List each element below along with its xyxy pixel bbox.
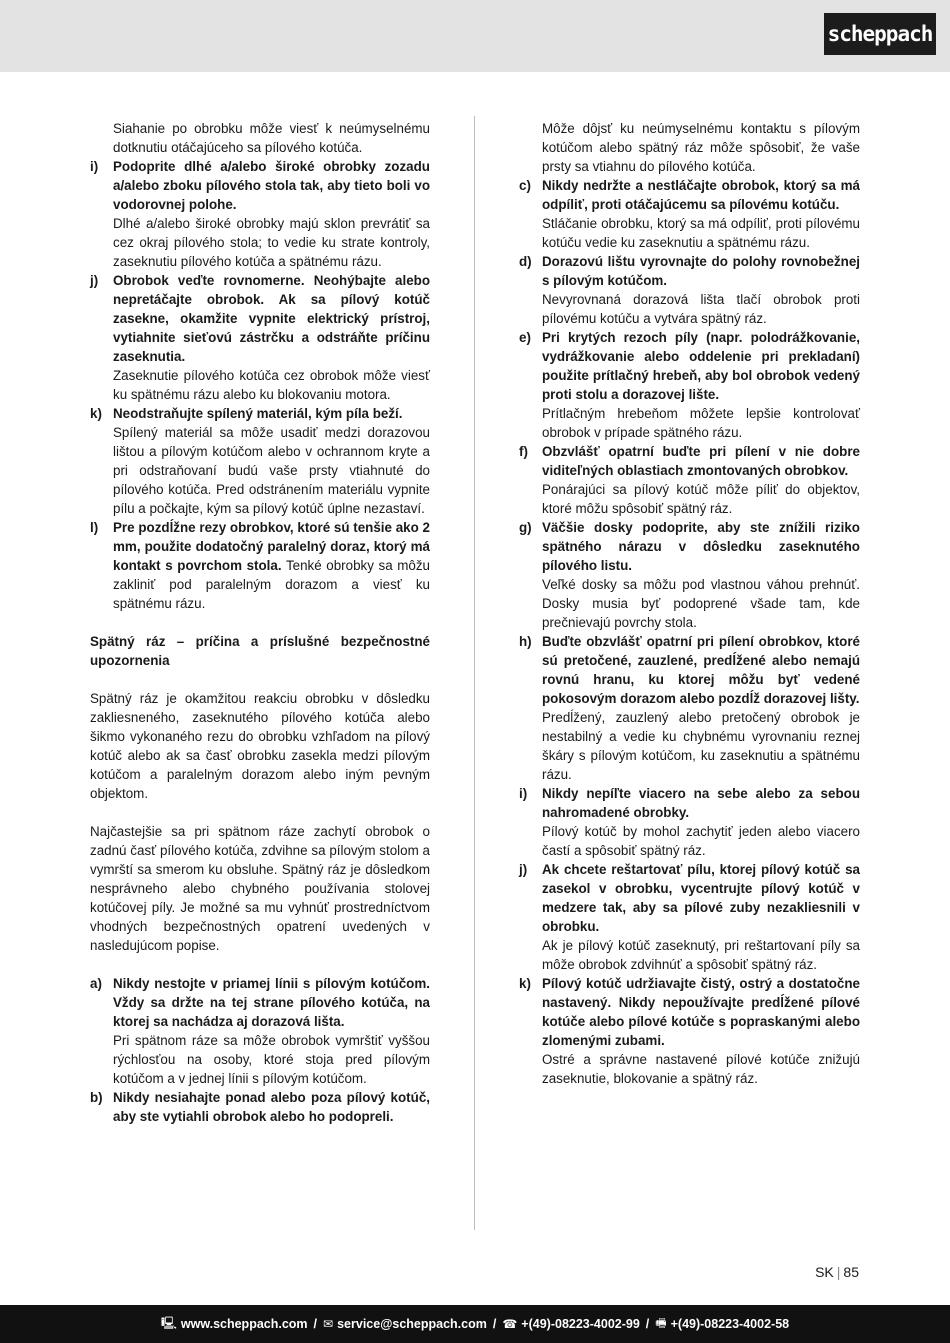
paragraph: Spätný ráz je okamžitou reakciu obrobku v dôsledku zakliesneného, zaseknutého pílového kotúča alebo šikmo vykonaného rezu do obrobku vzhľadom na pílový kotúč alebo ak sa časť obrobku zasekla medzi pílovým kotúčom a paralelným dorazom alebo iným pevným objektom. bbox=[90, 691, 430, 801]
item-heading: Obzvlášť opatrní buďte pri pílení v nie dobre viditeľných oblastiach zmontovaných obrobkov. bbox=[542, 444, 860, 478]
item-label: i) bbox=[90, 159, 99, 174]
item-heading: Neodstraňujte spílený materiál, kým píla beží. bbox=[113, 406, 403, 421]
item-label: d) bbox=[519, 254, 532, 269]
item-label: f) bbox=[519, 444, 528, 459]
item-heading: Nikdy nedržte a nestláčajte obrobok, ktorý sa má odpíliť, proti otáčajúcemu sa pílovému kotúču. bbox=[542, 178, 860, 212]
item-heading: Nikdy nepíľte viacero na sebe alebo za sebou nahromadené obrobky. bbox=[542, 786, 860, 820]
item-heading: Nikdy nesiahajte ponad alebo poza pílový kotúč, aby ste vytiahli obrobok alebo ho podopreli. bbox=[113, 1090, 430, 1124]
item-body: Spílený materiál sa môže usadiť medzi dorazovou lištou a pílovým kotúčom alebo v ochrannom kryte a pri odstraňovaní budú vaše prsty vtiahnuté do pílového kotúča. Pred odstránením materiálu vypnite pílu a počkajte, kým sa pílový kotúč úplne nezastaví. bbox=[113, 425, 430, 516]
item-body: Pri spätnom ráze sa môže obrobok vymrštiť vyššou rýchlosťou na osoby, ktoré stoja pred pílovým kotúčom a v jednej línii s pílovým kotúčom. bbox=[113, 1033, 430, 1086]
list-item bbox=[519, 632, 860, 784]
item-heading: Ak chcete reštartovať pílu, ktorej pílový kotúč sa zasekol v obrobku, vycentrujte pílový kotúč v medzere tak, aby sa pílové zuby nezakliesnili v obrobku. bbox=[542, 862, 860, 934]
page-number bbox=[815, 1264, 859, 1280]
item-label: a) bbox=[90, 976, 102, 991]
item-label: h) bbox=[519, 634, 532, 649]
page-footer bbox=[0, 1305, 950, 1343]
list-item bbox=[519, 860, 860, 974]
item-body: Pílový kotúč by mohol zachytiť jeden alebo viacero častí a spôsobiť spätný ráz. bbox=[542, 824, 860, 858]
item-body: Predĺžený, zauzlený alebo pretočený obrobok je nestabilný a vedie ku chybnému vyrovnaniu reznej škáry s pílovým kotúčom, ku zaseknutiu a spätnému rázu. bbox=[542, 710, 860, 782]
list-item bbox=[519, 252, 860, 328]
item-label: g) bbox=[519, 520, 532, 535]
item-label: e) bbox=[519, 330, 531, 345]
item-heading: Buďte obzvlášť opatrní pri pílení obrobkov, ktoré sú pretočené, zauzlené, predĺžené alebo nemajú rovnú hranu, ku ktorej môžu byť vedené pokosovým dorazom alebo pozdĺž dorazovej lišty. bbox=[542, 634, 860, 706]
footer-separator: / bbox=[492, 1317, 497, 1331]
item-heading: Podoprite dlhé a/alebo široké obrobky zozadu a/alebo zboku pílového stola tak, aby tieto boli vo vodorovnej polohe. bbox=[113, 159, 430, 212]
computer-icon: 🖳 bbox=[160, 1315, 177, 1330]
phone-number: +(49)-08223-4002-99 bbox=[521, 1317, 640, 1331]
list-item bbox=[90, 1088, 430, 1126]
item-body: Veľké dosky sa môžu pod vlastnou váhou prehnúť. Dosky musia byť podoprené všade tam, kde prečnievajú povrchy stola. bbox=[542, 577, 860, 630]
email-link[interactable]: service@scheppach.com bbox=[337, 1317, 487, 1331]
item-heading: Pílový kotúč udržiavajte čistý, ostrý a dostatočne nastavený. Nikdy nepoužívajte predĺžené pílové kotúče alebo pílové kotúče s popraskanými alebo zlomenými zubami. bbox=[542, 976, 860, 1048]
mail-icon: ✉ bbox=[323, 1317, 334, 1331]
intro-continuation: Siahanie po obrobku môže viesť k neúmyselnému dotknutiu otáčajúceho sa pílového kotúča. bbox=[113, 121, 430, 155]
item-label: b) bbox=[90, 1090, 103, 1105]
item-heading: Väčšie dosky podoprite, aby ste znížili riziko spätného nárazu v dôsledku zaseknutého pílového listu. bbox=[542, 520, 860, 573]
item-label: i) bbox=[519, 786, 528, 801]
language-code: SK bbox=[815, 1264, 834, 1280]
right-column bbox=[519, 119, 860, 1088]
item-label: l) bbox=[90, 520, 99, 535]
item-body: Ponárajúci sa pílový kotúč môže píliť do objektov, ktoré môžu spôsobiť spätný ráz. bbox=[542, 482, 860, 516]
item-body: Tenké obrobky sa môžu zakliniť pod paralelným dorazom a viesť ku spätnému rázu. bbox=[113, 558, 430, 611]
list-item bbox=[519, 176, 860, 252]
footer-separator: / bbox=[313, 1317, 318, 1331]
page-number-value: 85 bbox=[843, 1264, 859, 1280]
item-label: j) bbox=[519, 862, 528, 877]
item-label: j) bbox=[90, 273, 99, 288]
item-heading: Obrobok veďte rovnomerne. Neohýbajte alebo nepretáčajte obrobok. Ak sa pílový kotúč zasekne, okamžite vypnite elektrický prístroj, vytiahnite sieťovú zástrčku a odstráňte príčinu zaseknutia. bbox=[113, 273, 430, 364]
item-label: k) bbox=[519, 976, 531, 991]
intro-continuation: Môže dôjsť ku neúmyselnému kontaktu s pílovým kotúčom alebo spätný ráz môže spôsobiť, že vaše prsty sa vtiahnu do pílového kotúča. bbox=[542, 121, 860, 174]
left-column bbox=[90, 119, 430, 1126]
list-item bbox=[519, 328, 860, 442]
item-label: c) bbox=[519, 178, 531, 193]
section-title: Spätný ráz – príčina a príslušné bezpečnostné upozornenia bbox=[90, 634, 430, 668]
item-body: Nevyrovnaná dorazová lišta tlačí obrobok proti pílovému kotúču a vytvára spätný ráz. bbox=[542, 292, 860, 326]
list-item bbox=[519, 442, 860, 518]
item-body: Dlhé a/alebo široké obrobky majú sklon prevrátiť sa cez okraj pílového stola; to vedie ku strate kontroly, zaseknutiu pílového kotúča a spätnému rázu. bbox=[113, 216, 430, 269]
item-heading: Dorazovú lištu vyrovnajte do polohy rovnobežnej s pílovým kotúčom. bbox=[542, 254, 860, 288]
item-body: Ostré a správne nastavené pílové kotúče znižujú zaseknutie, blokovanie a spätný ráz. bbox=[542, 1052, 860, 1086]
item-heading: Pre pozdĺžne rezy obrobkov, ktoré sú tenšie ako 2 mm, použite dodatočný paralelný doraz, ktorý má kontakt s povrchom stola. bbox=[113, 520, 430, 573]
fax-number: +(49)-08223-4002-58 bbox=[670, 1317, 790, 1331]
fax-icon: 🖷 bbox=[655, 1315, 667, 1330]
list-item bbox=[90, 271, 430, 404]
list-item bbox=[90, 518, 430, 613]
page-header bbox=[0, 0, 950, 72]
item-body: Prítlačným hrebeňom môžete lepšie kontrolovať obrobok v prípade spätného rázu. bbox=[542, 406, 860, 440]
item-text bbox=[113, 518, 430, 613]
scheppach-logo: scheppach bbox=[824, 13, 936, 55]
list-item bbox=[519, 784, 860, 860]
list-item bbox=[90, 974, 430, 1088]
item-body: Ak je pílový kotúč zaseknutý, pri reštartovaní píly sa môže obrobok zdvihnúť a spôsobiť spätný ráz. bbox=[542, 938, 860, 972]
website-link[interactable]: www.scheppach.com bbox=[180, 1317, 308, 1331]
list-item bbox=[519, 974, 860, 1088]
item-label: k) bbox=[90, 406, 102, 421]
list-item bbox=[90, 157, 430, 271]
paragraph: Najčastejšie sa pri spätnom ráze zachytí obrobok o zadnú časť pílového kotúča, zdvihne sa pílovým stolom a vymrští sa smerom ku obsluhe. Spätný ráz je dôsledkom nesprávneho alebo chybného používania stolovej kotúčovej píly. Je možné sa mu vyhnúť prostredníctvom vhodných bezpečnostných opatrení uvedených v nasledujúcom popise. bbox=[90, 824, 430, 953]
item-body: Zaseknutie pílového kotúča cez obrobok môže viesť ku spätnému rázu alebo ku blokovaniu motora. bbox=[113, 368, 430, 402]
item-heading: Nikdy nestojte v priamej línii s pílovým kotúčom. Vždy sa držte na tej strane pílového kotúča, na ktorej sa nachádza aj dorazová lišta. bbox=[113, 976, 430, 1029]
phone-icon: ☎ bbox=[502, 1317, 518, 1331]
item-heading: Pri krytých rezoch píly (napr. polodrážkovanie, vydrážkovanie alebo oddelenie pri prekladaní) použite prítlačný hrebeň, aby bol obrobok vedený proti stolu a dorazovej lište. bbox=[542, 330, 860, 402]
column-divider bbox=[474, 116, 475, 1230]
item-body: Stláčanie obrobku, ktorý sa má odpíliť, proti pílovému kotúču vedie ku zaseknutiu a spätnému rázu. bbox=[542, 216, 860, 250]
list-item bbox=[519, 518, 860, 632]
list-item bbox=[90, 404, 430, 518]
footer-separator: / bbox=[645, 1317, 650, 1331]
page-separator: | bbox=[836, 1264, 841, 1280]
